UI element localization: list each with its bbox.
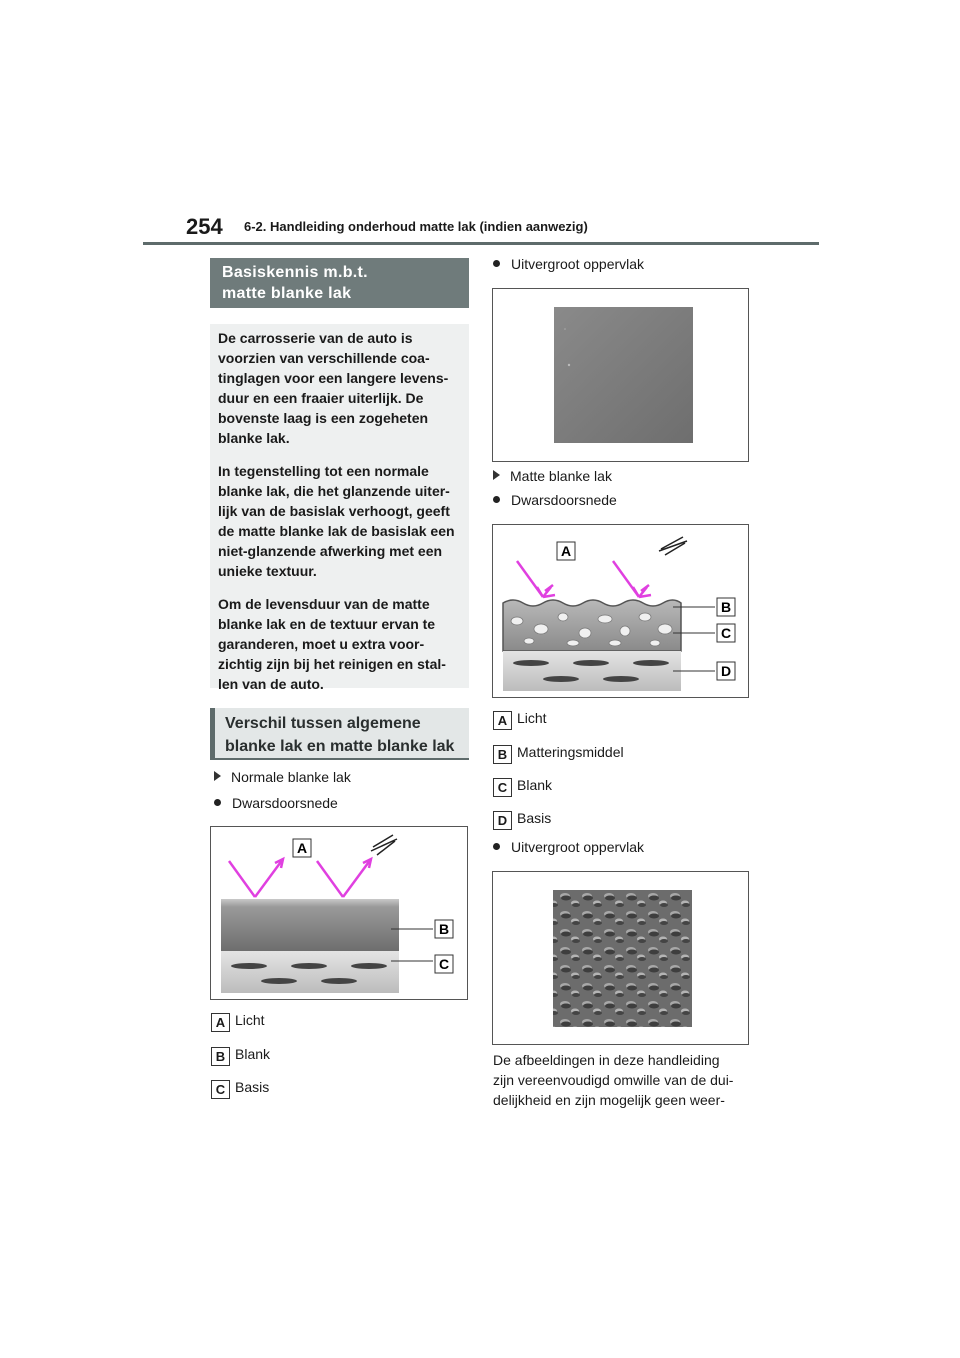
smooth-surface-image: [493, 289, 748, 461]
section-title: 6-2. Handleiding onderhoud matte lak (indien aanwezig): [244, 219, 588, 234]
legend-text: Licht: [517, 710, 547, 726]
closing-paragraph: [493, 1050, 763, 1110]
svg-text:A: A: [560, 543, 572, 559]
item-label: Dwarsdoorsnede: [511, 492, 617, 508]
legend-text: Licht: [235, 1012, 265, 1028]
legend-item: [493, 810, 551, 830]
heading-basic-knowledge: [210, 258, 469, 308]
dot-bullet-icon: [214, 799, 221, 806]
legend-text: Matteringsmiddel: [517, 744, 624, 760]
intro-paragraph: De carrosserie van de auto is voorzien van verschillende coa-tinglagen voor een langere levens-duur en een fraaier uiterlijk. De bovenste laag is een zogeheten blanke lak.: [218, 330, 449, 446]
legend-key: D: [493, 811, 512, 830]
item-cross-section: [493, 491, 617, 509]
figure-normal-cross-section: [210, 826, 468, 1000]
light-rays: [229, 859, 371, 897]
figure-label-a: [557, 542, 575, 560]
legend-key: A: [493, 711, 512, 730]
figure-magnified-matte: [492, 871, 749, 1045]
figure-magnified-normal: [492, 288, 749, 462]
legend-key: B: [493, 745, 512, 764]
heading-line-2: blanke lak en matte blanke lak: [225, 738, 455, 755]
item-label: Normale blanke lak: [231, 769, 351, 785]
svg-text:D: D: [720, 663, 732, 679]
legend-item: [211, 1046, 270, 1066]
legend-item: [493, 710, 547, 730]
item-label: Uitvergroot oppervlak: [511, 256, 645, 272]
intro-paragraph: In tegenstelling tot een normale blanke lak, die het glanzende uiter-lijk van de basislak verhoogt, geeft de matte blanke lak de basislak een niet-glanzende afwerking met een unieke textuur.: [218, 463, 455, 579]
figure-label-a: [293, 839, 311, 857]
header-rule: [143, 242, 819, 245]
intro-box: [210, 324, 469, 692]
figure-matte-cross-section: [492, 524, 749, 698]
legend-text: Blank: [517, 777, 553, 793]
dot-bullet-icon: [493, 843, 500, 850]
item-magnified-surface: [493, 838, 644, 856]
heading-line-1: Verschil tussen algemene: [225, 715, 421, 732]
legend-item: [211, 1012, 265, 1032]
heading-line-2: matte blanke lak: [222, 285, 352, 302]
item-label: Dwarsdoorsnede: [232, 795, 338, 811]
svg-text:C: C: [720, 625, 732, 641]
heading-line-1: Basiskennis m.b.t.: [222, 264, 368, 281]
legend-item: [493, 777, 552, 797]
item-label: Uitvergroot oppervlak: [511, 839, 645, 855]
heading-difference: [210, 708, 469, 760]
svg-text:A: A: [296, 840, 308, 856]
figure-label-b: [435, 920, 453, 938]
dot-bullet-icon: [493, 260, 500, 267]
svg-text:C: C: [438, 956, 450, 972]
legend-text: Basis: [235, 1079, 270, 1095]
legend-key: A: [211, 1013, 230, 1032]
item-cross-section: [214, 794, 338, 812]
legend-text: Basis: [517, 810, 552, 826]
triangle-bullet-icon: [493, 470, 500, 480]
textured-surface-image: [493, 872, 748, 1044]
eye-icon: [659, 537, 687, 555]
paragraph-line: De afbeeldingen in deze handleiding: [493, 1052, 720, 1068]
legend-item: [211, 1079, 269, 1099]
legend-key: C: [493, 778, 512, 797]
item-matte-clear-coat: [493, 467, 612, 485]
item-magnified-surface: [493, 255, 644, 273]
page-number: 254: [186, 214, 223, 239]
clear-coat-layer: [221, 899, 399, 951]
cross-section-diagram: [211, 827, 467, 999]
legend-key: C: [211, 1080, 230, 1099]
triangle-bullet-icon: [214, 771, 221, 781]
svg-text:B: B: [720, 599, 732, 615]
paragraph-line: zijn vereenvoudigd omwille van de dui-: [493, 1072, 734, 1088]
svg-text:B: B: [438, 921, 450, 937]
item-normal-clear-coat: [214, 768, 351, 786]
matte-cross-section-diagram: [493, 525, 748, 697]
legend-key: B: [211, 1047, 230, 1066]
legend-item: [493, 744, 624, 764]
base-layer: [221, 951, 399, 993]
figure-label-c: [435, 955, 453, 973]
intro-paragraph: Om de levensduur van de matte blanke lak en de textuur ervan te garanderen, moet u extra voor-zichtig zijn bij het reinigen en stal-len van de auto.: [218, 596, 446, 692]
figure-label-c: [717, 624, 735, 642]
dot-bullet-icon: [493, 496, 500, 503]
paragraph-line: delijkheid en zijn mogelijk geen weer-: [493, 1092, 725, 1108]
item-label: Matte blanke lak: [510, 468, 612, 484]
eye-icon: [371, 835, 397, 855]
light-rays: [517, 561, 651, 597]
legend-text: Blank: [235, 1046, 271, 1062]
figure-label-d: [717, 662, 735, 680]
figure-label-b: [717, 598, 735, 616]
